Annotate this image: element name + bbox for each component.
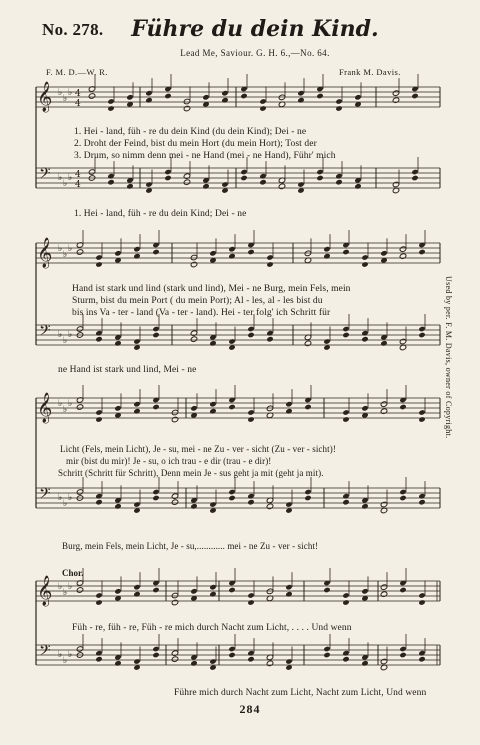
svg-text:♭: ♭ — [63, 179, 68, 189]
svg-text:4: 4 — [75, 89, 81, 99]
svg-text:♭: ♭ — [68, 399, 73, 409]
svg-text:♭: ♭ — [68, 582, 73, 592]
hymn-number: No. 278. — [42, 20, 104, 39]
svg-text:♭: ♭ — [63, 499, 68, 509]
lyric-s1-verse2: 2. Droht der Feind, bist du mein Hort (du mein Hort); Tost der — [74, 139, 317, 149]
lyric-s3-verse2: mir (bist du mir)! Je - su, o ich trau - e dir (trau - e dir)! — [66, 456, 272, 466]
svg-text:♭: ♭ — [63, 588, 68, 598]
svg-text:𝄢: 𝄢 — [39, 485, 51, 506]
svg-text:𝄞: 𝄞 — [37, 238, 53, 268]
svg-text:♭: ♭ — [58, 330, 63, 340]
composer-credit: Frank M. Davis. — [339, 67, 401, 77]
svg-text:♭: ♭ — [58, 650, 63, 660]
svg-text:♭: ♭ — [63, 250, 68, 260]
svg-text:♭: ♭ — [58, 582, 63, 592]
svg-text:𝄞: 𝄞 — [37, 576, 53, 606]
tune-reference: Lead Me, Saviour. G. H. 6.,—No. 64. — [180, 48, 330, 58]
svg-text:𝄢: 𝄢 — [39, 642, 51, 663]
svg-text:♭: ♭ — [68, 493, 73, 503]
svg-text:♭: ♭ — [58, 173, 63, 183]
svg-text:♭: ♭ — [58, 399, 63, 409]
svg-text:♭: ♭ — [63, 656, 68, 666]
svg-text:4: 4 — [75, 170, 81, 180]
lyric-s1-verse1: 1. Hei - land, füh - re du dein Kind (du dein Kind); Dei - ne — [74, 127, 307, 137]
svg-text:4: 4 — [75, 180, 81, 190]
lyric-s2-verse2: Sturm, bist du mein Port ( du mein Port); Al - les, al - les bist du — [72, 296, 323, 306]
svg-text:♭: ♭ — [68, 244, 73, 254]
lyricist-credit: F. M. D.—W. R. — [46, 67, 108, 77]
svg-text:♭: ♭ — [63, 336, 68, 346]
staff-lines — [36, 87, 440, 665]
lyric-s4-chorus: Füh - re, füh - re, Füh - re mich durch Nacht zum Licht, . . . . Und wenn — [72, 623, 352, 633]
svg-text:♭: ♭ — [68, 173, 73, 183]
lyric-s2-bass: ne Hand ist stark und lind, Mei - ne — [58, 365, 197, 375]
lyric-s1-verse3: 3. Drum, so nimm denn mei - ne Hand (mei - ne Hand), Führ' mich — [74, 151, 336, 161]
svg-text:4: 4 — [75, 99, 81, 109]
svg-text:♭: ♭ — [68, 88, 73, 98]
svg-text:♭: ♭ — [58, 493, 63, 503]
svg-text:♭: ♭ — [68, 330, 73, 340]
lyric-s3-verse1: Licht (Fels, mein Licht), Je - su, mei - ne Zu - ver - sicht (Zu - ver - sicht)! — [60, 444, 336, 454]
svg-text:♭: ♭ — [58, 244, 63, 254]
lyric-s3-verse3: Schritt (Schritt für Schritt), Denn mein Je - sus geht ja mit (geht ja mit). — [58, 468, 324, 478]
svg-text:♭: ♭ — [63, 405, 68, 415]
svg-text:𝄞: 𝄞 — [37, 82, 53, 112]
lyric-s1-bass: 1. Hei - land, füh - re du dein Kind; Dei - ne — [74, 209, 247, 219]
lyric-s3-bass: Burg, mein Fels, mein Licht, Je - su,............ mei - ne Zu - ver - sicht! — [62, 541, 319, 551]
svg-text:𝄢: 𝄢 — [39, 165, 51, 186]
chorus-label: Chor. — [62, 568, 84, 578]
hymn-title: Führe du dein Kind. — [131, 16, 379, 42]
lyric-s2-verse1: Hand ist stark und lind (stark und lind), Mei - ne Burg, mein Fels, mein — [72, 284, 351, 294]
page-number: 284 — [239, 702, 261, 716]
copyright-note: Used by per. F. M. Davis, owner of Copyright. — [444, 276, 453, 439]
svg-text:♭: ♭ — [63, 94, 68, 104]
svg-text:𝄢: 𝄢 — [39, 322, 51, 343]
note-heads — [76, 86, 425, 671]
svg-text:♭: ♭ — [58, 88, 63, 98]
lyric-s2-verse3: bis ins Va - ter - land (Va - ter - land). Hei - ter folg' ich Schritt für — [72, 308, 331, 318]
svg-text:♭: ♭ — [68, 650, 73, 660]
lyric-s4-bass: Führe mich durch Nacht zum Licht, Nacht zum Licht, Und wenn — [174, 688, 427, 698]
svg-text:𝄞: 𝄞 — [37, 393, 53, 423]
